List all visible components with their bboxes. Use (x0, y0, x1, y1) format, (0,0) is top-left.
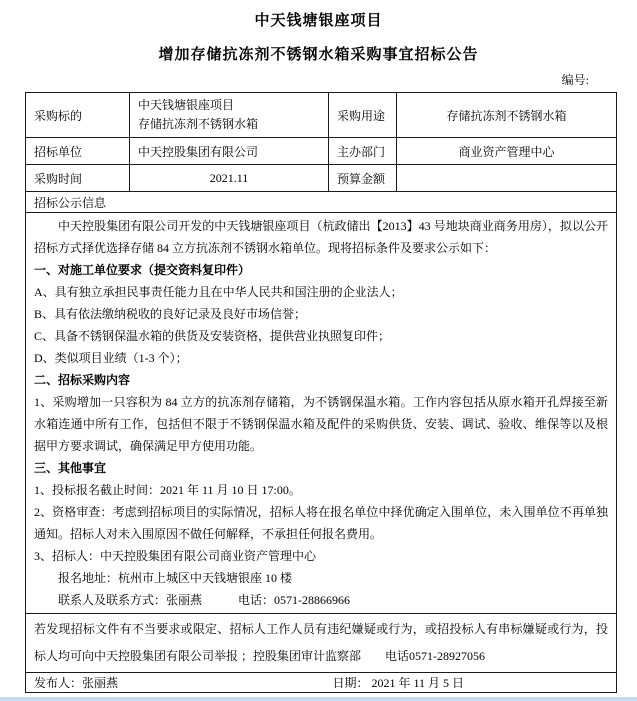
complaint-cell (26, 614, 617, 673)
purchase-use-label: 采购用途 (329, 93, 397, 138)
publisher-text: 发布人：张丽燕 (34, 676, 119, 690)
bottom-strip (0, 697, 637, 701)
table-row (26, 213, 617, 614)
table-row (26, 165, 617, 192)
section2-heading: 二、招标采购内容 (34, 373, 131, 387)
announcement-section-title: 招标公示信息 (26, 192, 617, 213)
purchase-time-value: 2021.11 (130, 165, 329, 192)
budget-value (397, 165, 617, 192)
purchase-subject-line1: 中天钱塘银座项目 (138, 98, 235, 112)
tender-info-table (25, 92, 617, 693)
deadline-item: 1、投标报名截止时间：2021 年 11 月 10 日 17:00。 (34, 483, 301, 497)
table-row (26, 93, 617, 138)
footer-cell (26, 673, 617, 693)
purchase-time-label: 采购时间 (26, 165, 130, 192)
requirement-item: A、具有独立承担民事责任能力且在中华人民共和国注册的企业法人； (34, 285, 403, 299)
purchase-subject-label: 采购标的 (26, 93, 130, 138)
qualification-item: 2、资格审查：考虑到招标项目的实际情况，招标人将在报名单位中择优确定入围单位，未入围单位不再单独通知。招标人对未入围原因不做任何解释，不承担任何报名费用。 (34, 505, 608, 541)
purchase-subject-line2: 存储抗冻剂不锈钢水箱 (138, 117, 259, 131)
requirement-item: D、类似项目业绩（1-3 个）； (34, 351, 188, 365)
announcement-body (26, 213, 617, 614)
table-row (26, 673, 617, 693)
requirement-item: B、具有依法缴纳税收的良好记录及良好市场信誉； (34, 307, 307, 321)
section1-heading: 一、对施工单位要求（提交资料复印件） (34, 263, 251, 277)
address-line: 报名地址：杭州市上城区中天钱塘银座 10 楼 (58, 571, 293, 585)
table-row (26, 192, 617, 213)
purchase-subject-value (130, 93, 329, 138)
budget-label: 预算金额 (329, 165, 397, 192)
date-text: 日期： 2021 年 11 月 5 日 (332, 676, 465, 690)
document-title: 中天钱塘银座项目 (254, 13, 383, 29)
host-dept-label: 主办部门 (329, 138, 397, 165)
host-dept-value: 商业资产管理中心 (397, 138, 617, 165)
purchase-use-value: 存储抗冻剂不锈钢水箱 (397, 93, 617, 138)
complaint-text: 若发现招标文件有不当要求或限定、招标人工作人员有违纪嫌疑或行为，或招投标人有串标嫌疑或行为，投标人均可向中天控股集团有限公司举报 ；控股集团审计监察部 电话0571-28927056 (34, 622, 608, 663)
tender-unit-label: 招标单位 (26, 138, 130, 165)
intro-paragraph: 中天控股集团有限公司开发的中天钱塘银座项目（杭政储出【2013】43 号地块商业商务用房），拟以公开招标方式择优选择存储 84 立方抗冻剂不锈钢水箱单位。现将招标条件及要求公示如下： (34, 219, 608, 255)
table-row (26, 614, 617, 673)
requirement-item: C、具备不锈钢保温水箱的供货及安装资格，提供营业执照复印件； (34, 329, 391, 343)
tender-unit-value: 中天控股集团有限公司 (130, 138, 329, 165)
contact-line: 联系人及联系方式：张丽燕 电话：0571-28866966 (58, 593, 350, 607)
reference-number-label: 编号: (561, 73, 589, 87)
table-row (26, 138, 617, 165)
document-subtitle: 增加存储抗冻剂不锈钢水箱采购事宜招标公告 (158, 47, 479, 63)
section2-paragraph: 1、采购增加一只容积为 84 立方的抗冻剂存储箱，为不锈钢保温水箱。工作内容包括从原水箱开孔焊接至新水箱连通中所有工作，包括但不限于不锈钢保温水箱及配件的采购供货、安装、调试、验收、维保等以及根据甲方要求调试，确保满足甲方使用功能。 (34, 395, 608, 453)
section3-heading: 三、其他事宜 (34, 461, 107, 475)
tenderer-item: 3、招标人：中天控股集团有限公司商业资产管理中心 (34, 549, 317, 563)
